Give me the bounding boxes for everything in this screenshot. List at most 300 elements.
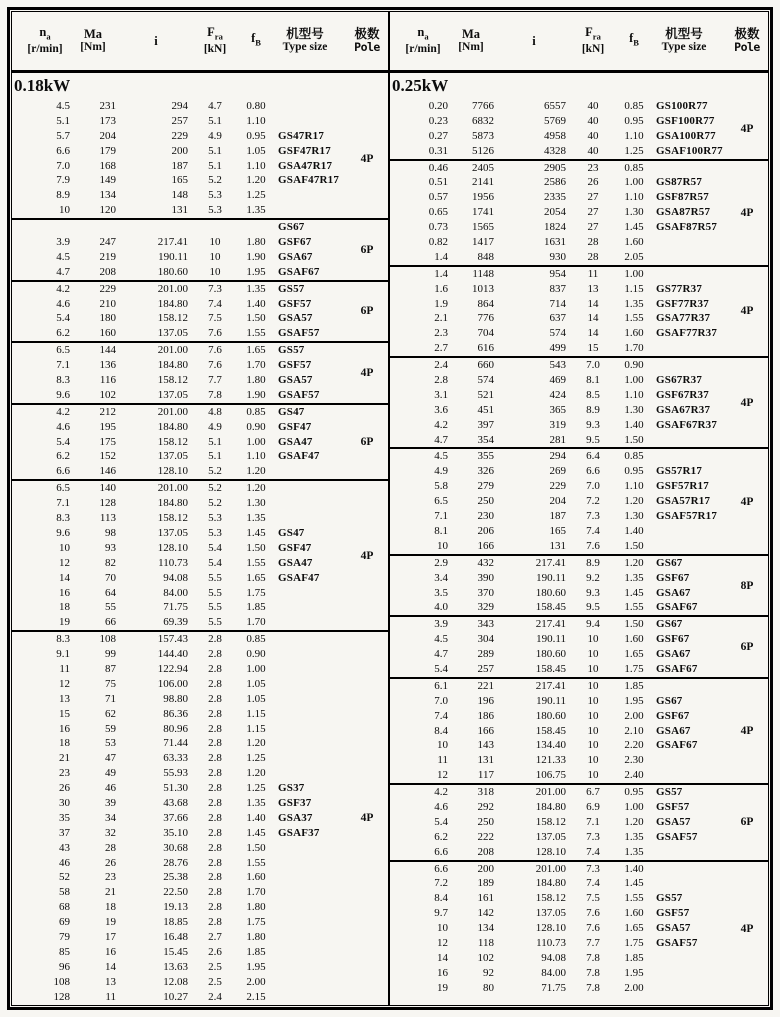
cell-fra: 7.6: [586, 907, 600, 920]
cell-ma: 39: [105, 796, 116, 809]
cell-fb: 1.30: [624, 206, 644, 219]
cell-ma: 62: [105, 707, 116, 720]
cell-fra: 10: [587, 754, 599, 767]
cell-fb: 1.25: [624, 144, 644, 157]
spec-block: [12, 479, 388, 630]
cell-fra: 9.4: [586, 618, 600, 631]
cell-na: 8.3: [56, 512, 70, 525]
cell-ma: 136: [99, 359, 116, 372]
cell-fra: 7.6: [208, 359, 222, 372]
cell-type: [656, 951, 726, 966]
cell-na: 6.1: [434, 679, 448, 692]
spec-row: [398, 250, 726, 265]
spec-row: [398, 724, 726, 739]
cell-ma: 247: [99, 236, 116, 249]
cell-ma: 704: [477, 327, 494, 340]
spec-row: [20, 751, 346, 766]
column-header-pole: 极数 Pole: [354, 27, 380, 54]
spec-row: [20, 388, 346, 403]
cell-na: 15: [59, 707, 70, 720]
cell-ma: 229: [99, 282, 116, 295]
cell-i: 71.75: [541, 981, 566, 994]
spec-row: [398, 449, 726, 464]
spec-row: [20, 464, 346, 479]
cell-na: 2.8: [434, 374, 448, 387]
spec-row: [398, 966, 726, 981]
cell-fb: 1.20: [624, 556, 644, 569]
cell-i: 217.41: [535, 618, 566, 631]
spec-rows: [12, 282, 346, 342]
spec-row: [20, 99, 346, 114]
cell-fb: 1.65: [246, 344, 266, 357]
cell-na: 6.6: [56, 144, 70, 157]
spec-block: [390, 447, 768, 553]
cell-i: 187: [549, 510, 566, 523]
cell-na: 6.2: [434, 830, 448, 843]
cell-i: 106.75: [535, 769, 566, 782]
cell-fra: 4.8: [208, 405, 222, 418]
section-0-25kw: [390, 73, 768, 1005]
cell-na: 18: [59, 737, 70, 750]
cell-fra: 2.8: [208, 782, 222, 795]
cell-fra: 23: [587, 161, 599, 174]
cell-i: 131: [171, 204, 188, 217]
cell-na: 8.9: [56, 189, 70, 202]
cell-type: GSF57: [656, 800, 690, 813]
cell-fb: 1.50: [246, 541, 266, 554]
cell-type: [278, 990, 346, 1005]
cell-type: [278, 766, 346, 781]
cell-i: 180.60: [535, 586, 566, 599]
cell-fb: 2.05: [624, 250, 644, 263]
cell-type: [278, 511, 346, 526]
column-header-fra: $F_{ra}$ [kN]: [581, 24, 605, 56]
cell-fb: 1.40: [624, 862, 644, 875]
cell-na: 10: [437, 539, 448, 552]
cell-fb: 1.65: [624, 922, 644, 935]
cell-ma: 179: [99, 144, 116, 157]
cell-ma: 128: [99, 497, 116, 510]
cell-type: [656, 876, 726, 891]
cell-na: 1.6: [434, 282, 448, 295]
column-header-ma: Ma [Nm]: [458, 27, 484, 53]
cell-i: 201.00: [157, 405, 188, 418]
cell-type: GSA47: [278, 435, 313, 448]
cell-ma: 161: [477, 892, 494, 905]
cell-na: 16: [437, 966, 448, 979]
cell-fra: 2.8: [208, 633, 222, 646]
cell-type: GS67: [278, 221, 305, 234]
cell-type: [278, 856, 346, 871]
cell-fb: 2.15: [246, 990, 266, 1003]
cell-na: 5.4: [56, 435, 70, 448]
cell-i: 201.00: [157, 344, 188, 357]
cell-fb: 1.75: [246, 586, 266, 599]
spec-row: [20, 692, 346, 707]
spec-rows: [390, 785, 726, 859]
cell-i: 1824: [544, 221, 566, 234]
cell-ma: 134: [477, 922, 494, 935]
cell-na: 4.2: [434, 418, 448, 431]
cell-ma: 102: [477, 951, 494, 964]
cell-fb: 1.40: [246, 297, 266, 310]
spec-rows: [390, 679, 726, 783]
cell-i: 180.60: [157, 265, 188, 278]
cell-fb: 0.80: [246, 100, 266, 112]
cell-na: 16: [59, 586, 70, 599]
cell-type: GS67R37: [656, 374, 703, 387]
cell-ma: 143: [477, 739, 494, 752]
cell-ma: 432: [477, 556, 494, 569]
cell-fb: 1.35: [624, 571, 644, 584]
spec-block: [390, 783, 768, 859]
spec-row: [20, 811, 346, 826]
cell-na: 2.9: [434, 556, 448, 569]
cell-fra: 28: [587, 236, 599, 249]
cell-ma: 93: [105, 541, 116, 554]
spec-table: [7, 7, 773, 1010]
cell-na: 2.4: [434, 359, 448, 372]
cell-fra: 2.8: [208, 692, 222, 705]
cell-type: GSF67: [656, 709, 690, 722]
cell-i: 22.50: [163, 886, 188, 899]
cell-ma: 451: [477, 403, 494, 416]
cell-na: 58: [59, 886, 70, 899]
cell-type: [278, 841, 346, 856]
cell-type: GSAF47: [278, 571, 320, 584]
cell-fb: 1.20: [246, 482, 266, 495]
cell-ma: 17: [105, 930, 116, 943]
cell-i: 190.11: [536, 633, 566, 646]
spec-row: [20, 420, 346, 435]
cell-fb: 0.85: [246, 405, 266, 418]
cell-na: 7.2: [434, 877, 448, 890]
cell-i: 5769: [544, 114, 566, 127]
cell-i: 30.68: [163, 841, 188, 854]
spec-row: [398, 509, 726, 524]
cell-fb: 1.35: [246, 512, 266, 525]
cell-fra: 4.9: [208, 420, 222, 433]
cell-type: GSAF67: [656, 739, 698, 752]
pole-label: 4P: [740, 495, 754, 508]
cell-i: 954: [549, 267, 566, 280]
spec-row: [20, 766, 346, 781]
cell-type: GSF67: [278, 236, 312, 249]
cell-na: 4.2: [434, 786, 448, 799]
cell-i: 424: [549, 388, 566, 401]
cell-type: GSA100R77: [656, 129, 716, 142]
cell-na: 7.4: [434, 709, 448, 722]
cell-ma: 142: [477, 907, 494, 920]
cell-ma: 318: [477, 786, 494, 799]
cell-ma: 1565: [472, 221, 494, 234]
spec-row: [20, 129, 346, 144]
cell-type: GS100R77: [656, 100, 708, 112]
pole-label: 4P: [360, 152, 374, 165]
spec-row: [398, 326, 726, 341]
cell-na: 37: [59, 826, 70, 839]
cell-na: 6.5: [56, 482, 70, 495]
cell-ma: 5873: [472, 129, 494, 142]
spec-rows: [12, 481, 346, 630]
cell-na: 1.4: [434, 250, 448, 263]
column-header-fb: $f_B$: [629, 31, 639, 48]
cell-i: 144.40: [157, 648, 188, 661]
spec-block: [12, 99, 388, 218]
cell-i: 128.10: [157, 465, 188, 478]
cell-type: GSF37: [278, 796, 312, 809]
cell-fra: 5.2: [208, 465, 222, 478]
cell-ma: 99: [105, 648, 116, 661]
cell-type: GSA57: [278, 374, 313, 387]
spec-block: [12, 280, 388, 342]
cell-fra: 10: [587, 662, 599, 675]
cell-ma: 354: [477, 433, 494, 446]
cell-type: GS37: [278, 782, 305, 795]
cell-ma: 195: [99, 420, 116, 433]
cell-i: 4958: [544, 129, 566, 142]
cell-fra: 7.7: [208, 374, 222, 387]
pole-label: 6P: [360, 243, 374, 256]
cell-fra: 11: [587, 267, 599, 280]
cell-i: 184.80: [157, 497, 188, 510]
cell-i: 12.08: [163, 975, 188, 988]
cell-na: 4.5: [56, 100, 70, 112]
cell-fra: 7.3: [586, 830, 600, 843]
cell-na: 3.6: [434, 403, 448, 416]
cell-na: 8.3: [56, 633, 70, 646]
cell-na: 6.6: [434, 845, 448, 858]
cell-i: 204: [549, 495, 566, 508]
cell-i: 137.05: [157, 388, 188, 401]
cell-i: 184.80: [535, 800, 566, 813]
cell-i: 28.76: [163, 856, 188, 869]
cell-ma: 343: [477, 618, 494, 631]
cell-i: 201.00: [535, 786, 566, 799]
spec-row: [398, 936, 726, 951]
cell-ma: 208: [99, 265, 116, 278]
cell-fb: 1.25: [246, 752, 266, 765]
cell-fra: 2.5: [208, 960, 222, 973]
spec-row: [20, 707, 346, 722]
spec-row: [20, 265, 346, 280]
cell-fb: 1.20: [246, 737, 266, 750]
cell-type: GSAF57R17: [656, 510, 718, 523]
cell-i: 35.10: [163, 826, 188, 839]
cell-i: 184.80: [157, 420, 188, 433]
cell-i: 137.05: [157, 327, 188, 340]
cell-fb: 1.55: [624, 601, 644, 614]
cell-fb: 1.50: [624, 618, 644, 631]
cell-i: 469: [549, 374, 566, 387]
cell-type: GSAF57: [656, 936, 698, 949]
spec-row: [398, 373, 726, 388]
cell-fra: 7.8: [208, 388, 222, 401]
cell-ma: 120: [99, 204, 116, 217]
cell-i: 365: [549, 403, 566, 416]
cell-ma: 134: [99, 189, 116, 202]
cell-fra: 5.4: [208, 556, 222, 569]
cell-type: GSA67R37: [656, 403, 711, 416]
cell-type: GSA87R57: [656, 206, 711, 219]
cell-na: 7.1: [56, 497, 70, 510]
spec-row: [20, 975, 346, 990]
cell-type: GSAF67: [656, 662, 698, 675]
cell-type: GS67: [656, 618, 683, 631]
cell-type: [656, 845, 726, 860]
cell-i: 158.12: [157, 374, 188, 387]
cell-fra: 6.6: [586, 465, 600, 478]
cell-fb: 1.10: [624, 480, 644, 493]
cell-type: [278, 615, 346, 630]
cell-type: GSA77R37: [656, 312, 711, 325]
spec-row: [398, 679, 726, 694]
cell-type: GSAF37: [278, 826, 320, 839]
cell-type: [656, 524, 726, 539]
cell-fra: 5.4: [208, 541, 222, 554]
cell-i: 98.80: [163, 692, 188, 705]
pole-label: 4P: [740, 206, 754, 219]
cell-type: [278, 600, 346, 615]
cell-fra: 9.2: [586, 571, 600, 584]
spec-row: [20, 343, 346, 358]
cell-fra: 27: [587, 206, 599, 219]
cell-type: GS57: [656, 786, 683, 799]
cell-fb: 1.45: [624, 586, 644, 599]
spec-row: [20, 647, 346, 662]
cell-i: 18.85: [163, 916, 188, 929]
cell-fb: 1.20: [246, 465, 266, 478]
cell-type: [278, 481, 346, 496]
cell-na: 11: [437, 754, 448, 767]
cell-i: 137.05: [535, 907, 566, 920]
cell-na: 16: [59, 722, 70, 735]
cell-type: GS47: [278, 405, 305, 418]
cell-type: GSAF57: [278, 388, 320, 401]
cell-fra: 4.7: [208, 100, 222, 112]
cell-fra: 7.6: [208, 344, 222, 357]
cell-fb: 1.55: [246, 327, 266, 340]
cell-fb: 1.05: [246, 144, 266, 157]
spec-row: [398, 862, 726, 877]
cell-i: 84.00: [541, 966, 566, 979]
cell-na: 3.5: [434, 586, 448, 599]
cell-na: 4.6: [56, 420, 70, 433]
cell-fra: 2.7: [208, 930, 222, 943]
cell-type: GSA67: [656, 724, 691, 737]
cell-type: GSF57R17: [656, 480, 709, 493]
cell-na: 4.5: [434, 450, 448, 463]
cell-ma: 80: [483, 981, 494, 994]
cell-fra: 10: [587, 679, 599, 692]
cell-na: 69: [59, 916, 70, 929]
cell-fb: 1.40: [624, 524, 644, 537]
cell-fra: 5.2: [208, 482, 222, 495]
spec-rows: [390, 556, 726, 616]
spec-row: [20, 235, 346, 250]
cell-type: [278, 722, 346, 737]
table-header-left: [12, 12, 390, 70]
cell-fb: 2.00: [624, 981, 644, 994]
cell-fra: 7.4: [586, 877, 600, 890]
cell-type: [278, 870, 346, 885]
cell-ma: 257: [477, 662, 494, 675]
cell-ma: 2405: [472, 161, 494, 174]
cell-fra: 7.4: [586, 845, 600, 858]
cell-i: 131: [549, 539, 566, 552]
cell-na: 7.1: [434, 510, 448, 523]
cell-fra: 2.8: [208, 767, 222, 780]
cell-type: GS67: [656, 556, 683, 569]
cell-i: 294: [171, 100, 188, 112]
cell-i: 200: [171, 144, 188, 157]
cell-na: 12: [59, 556, 70, 569]
column-header-type: 机型号 Type size: [661, 27, 707, 53]
cell-na: 10: [437, 922, 448, 935]
cell-na: 35: [59, 811, 70, 824]
cell-type: [656, 250, 726, 265]
cell-i: 281: [549, 433, 566, 446]
cell-ma: 168: [99, 159, 116, 172]
spec-row: [20, 326, 346, 341]
cell-ma: [70, 220, 116, 235]
cell-fra: 7.0: [586, 480, 600, 493]
cell-type: [656, 341, 726, 356]
cell-fb: 1.95: [624, 966, 644, 979]
cell-ma: 166: [477, 539, 494, 552]
cell-ma: 329: [477, 601, 494, 614]
cell-i: 110.73: [158, 556, 188, 569]
cell-ma: 7766: [472, 100, 494, 112]
cell-fra: 9.5: [586, 433, 600, 446]
cell-fra: 7.8: [586, 951, 600, 964]
spec-row: [398, 539, 726, 554]
pole-label: 4P: [740, 922, 754, 935]
cell-ma: 175: [99, 435, 116, 448]
cell-fb: 1.75: [246, 916, 266, 929]
cell-i: 543: [549, 359, 566, 372]
cell-i: 158.12: [535, 892, 566, 905]
spec-row: [20, 781, 346, 796]
cell-fb: 1.95: [246, 960, 266, 973]
cell-na: 0.20: [428, 100, 448, 112]
cell-ma: 230: [477, 510, 494, 523]
cell-na: 4.7: [56, 265, 70, 278]
cell-na: 0.23: [428, 114, 448, 127]
cell-na: 6.2: [56, 450, 70, 463]
cell-type: [656, 862, 726, 877]
cell-fb: 1.80: [246, 374, 266, 387]
cell-type: GS57: [278, 282, 305, 295]
cell-fra: 5.3: [208, 526, 222, 539]
cell-fb: 0.90: [246, 420, 266, 433]
cell-fb: 1.25: [246, 189, 266, 202]
cell-fb: 0.95: [246, 129, 266, 142]
cell-ma: 5126: [472, 144, 494, 157]
spec-row: [20, 662, 346, 677]
cell-type: GSF47: [278, 541, 312, 554]
spec-block: [390, 159, 768, 265]
cell-na: 4.2: [56, 405, 70, 418]
cell-i: 63.33: [163, 752, 188, 765]
cell-fra: 5.3: [208, 189, 222, 202]
cell-ma: 206: [477, 524, 494, 537]
cell-fra: 7.4: [586, 524, 600, 537]
cell-type: GSF57: [656, 907, 690, 920]
cell-ma: 189: [477, 877, 494, 890]
pole-label: 8P: [740, 579, 754, 592]
cell-type: [278, 632, 346, 647]
